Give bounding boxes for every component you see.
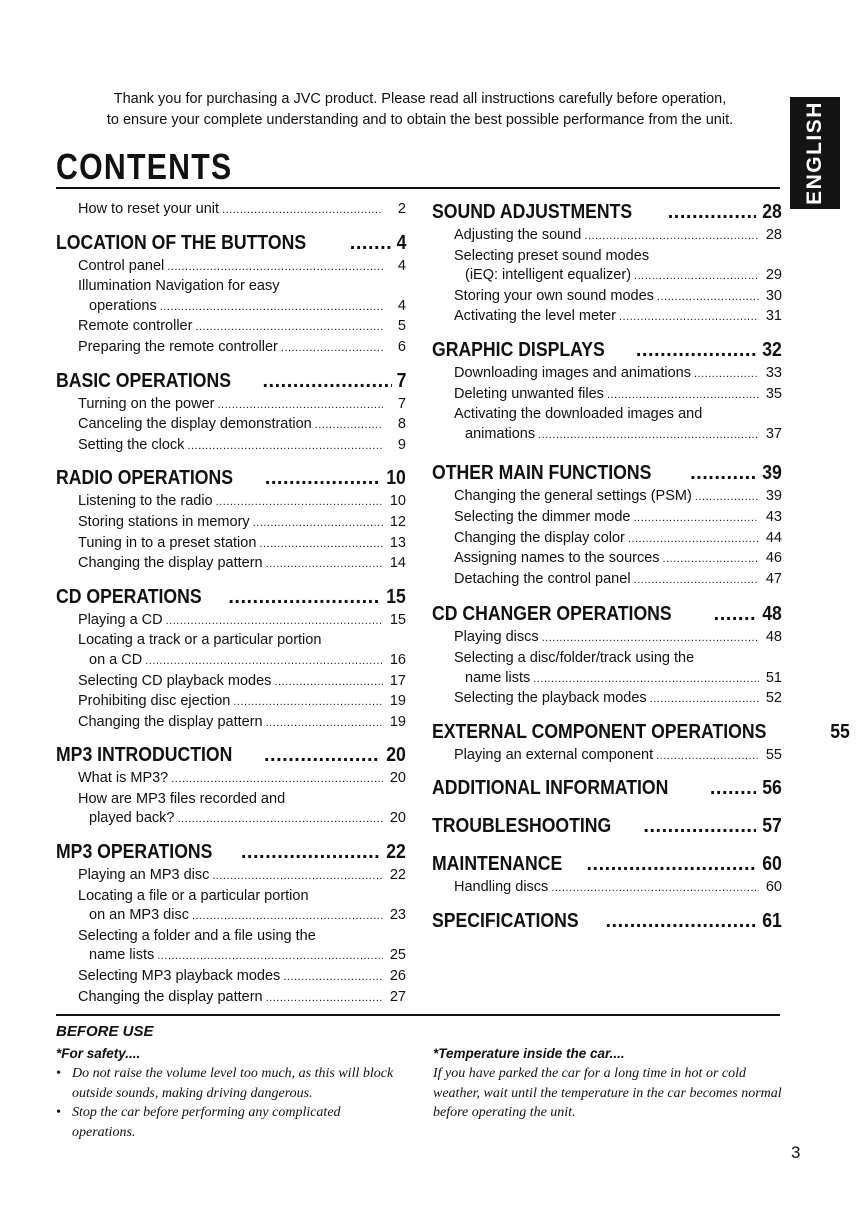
toc-right-column xyxy=(432,198,850,935)
toc-item[interactable]: Downloading images and animations ..... 33 xyxy=(432,364,782,385)
toc-section-specifications[interactable]: SPECIFICATIONS ..... 61 xyxy=(432,907,782,935)
toc-section-mp3-introduction[interactable]: MP3 INTRODUCTION ..... 20 xyxy=(56,741,406,769)
toc-item-first-line[interactable]: Locating a track or a particular portion xyxy=(78,632,322,649)
toc-item[interactable]: Changing the display pattern ..... 14 xyxy=(56,554,406,575)
toc-item[interactable]: on a CD ..... 16 xyxy=(56,651,406,672)
toc-item-first-line[interactable]: Selecting a folder and a file using the xyxy=(78,927,316,944)
safety-notes xyxy=(56,1044,406,1142)
toc-item[interactable]: Playing an external component ..... 55 xyxy=(432,746,782,767)
toc-item[interactable]: What is MP3? ..... 20 xyxy=(56,769,406,790)
toc-item[interactable]: Selecting the dimmer mode ..... 43 xyxy=(432,508,782,529)
toc-item[interactable]: Storing stations in memory ..... 12 xyxy=(56,513,406,534)
toc-item[interactable]: played back? ..... 20 xyxy=(56,809,406,830)
toc-section-other[interactable]: OTHER MAIN FUNCTIONS ..... 39 xyxy=(432,459,782,487)
toc-left-column xyxy=(56,200,406,1008)
toc-item[interactable]: Changing the display pattern ..... 27 xyxy=(56,988,406,1009)
toc-item[interactable]: Turning on the power ..... 7 xyxy=(56,395,406,416)
toc-section-basic[interactable]: BASIC OPERATIONS ..... 7 xyxy=(56,367,406,395)
toc-item[interactable]: Changing the display color ..... 44 xyxy=(432,529,782,550)
toc-item[interactable]: Changing the general settings (PSM) ..... 39 xyxy=(432,487,782,508)
toc-item[interactable]: name lists ..... 25 xyxy=(56,946,406,967)
toc-item[interactable]: Selecting MP3 playback modes ..... 26 xyxy=(56,967,406,988)
title-divider xyxy=(56,187,780,189)
toc-item[interactable]: animations ..... 37 xyxy=(432,425,782,446)
toc-item[interactable]: Detaching the control panel ..... 47 xyxy=(432,570,782,591)
toc-item[interactable]: Setting the clock ..... 9 xyxy=(56,436,406,457)
temperature-notes xyxy=(433,1044,783,1123)
toc-item[interactable]: Playing discs ..... 48 xyxy=(432,628,782,649)
toc-section-cd-changer[interactable]: CD CHANGER OPERATIONS ..... 48 xyxy=(432,600,782,628)
language-tab-label: ENGLISH xyxy=(803,101,826,205)
toc-item[interactable]: name lists ..... 51 xyxy=(432,669,782,690)
toc-item[interactable]: Canceling the display demonstration ..... 8 xyxy=(56,415,406,436)
toc-section-external[interactable]: EXTERNAL COMPONENT OPERATIONS 55 xyxy=(432,719,850,743)
toc-item[interactable]: Activating the level meter ..... 31 xyxy=(432,307,782,328)
toc-item[interactable]: Assigning names to the sources ..... 46 xyxy=(432,549,782,570)
toc-item[interactable]: Control panel ..... 4 xyxy=(56,257,406,278)
toc-item[interactable]: Playing a CD ..... 15 xyxy=(56,611,406,632)
toc-item-first-line[interactable]: Selecting preset sound modes xyxy=(454,247,650,264)
toc-section-graphic[interactable]: GRAPHIC DISPLAYS ..... 32 xyxy=(432,336,782,364)
intro-line-2: to ensure your complete understanding and to obtain the best possible performance from the unit. xyxy=(106,112,734,128)
toc-item[interactable]: Handling discs ..... 60 xyxy=(432,878,782,899)
page-number: 3 xyxy=(791,1143,801,1162)
toc-item[interactable]: Remote controller ..... 5 xyxy=(56,317,406,338)
toc-item[interactable]: Playing an MP3 disc ..... 22 xyxy=(56,866,406,887)
toc-item[interactable]: Selecting CD playback modes ..... 17 xyxy=(56,672,406,693)
footer-divider xyxy=(56,1014,780,1016)
page-title: CONTENTS xyxy=(56,146,233,187)
toc-item[interactable]: (iEQ: intelligent equalizer) ..... 29 xyxy=(432,266,782,287)
toc-section-additional[interactable]: ADDITIONAL INFORMATION ..... 56 xyxy=(432,774,782,802)
toc-item[interactable]: operations ..... 4 xyxy=(56,297,406,318)
toc-item[interactable]: on an MP3 disc ..... 23 xyxy=(56,906,406,927)
safety-title: *For safety.... xyxy=(56,1046,141,1061)
toc-item[interactable]: Storing your own sound modes ..... 30 xyxy=(432,287,782,308)
toc-item[interactable]: How to reset your unit ..... 2 xyxy=(56,200,406,221)
toc-item-first-line[interactable]: Activating the downloaded images and xyxy=(454,406,703,423)
toc-item-first-line[interactable]: How are MP3 files recorded and xyxy=(78,790,286,807)
toc-section-location[interactable]: LOCATION OF THE BUTTONS ..... 4 xyxy=(56,229,406,257)
language-tab xyxy=(790,97,840,209)
toc-section-sound[interactable]: SOUND ADJUSTMENTS ..... 28 xyxy=(432,198,782,226)
safety-bullet: • Do not raise the volume level too much, as this will block outside sounds, making driving dangerous. xyxy=(56,1064,406,1103)
toc-item[interactable]: Selecting the playback modes ..... 52 xyxy=(432,689,782,710)
toc-item[interactable]: Tuning in to a preset station ..... 13 xyxy=(56,534,406,555)
toc-section-cd[interactable]: CD OPERATIONS ..... 15 xyxy=(56,583,406,611)
toc-item[interactable]: Preparing the remote controller ..... 6 xyxy=(56,338,406,359)
bullet-icon: • xyxy=(56,1066,61,1081)
toc-section-troubleshooting[interactable]: TROUBLESHOOTING ..... 57 xyxy=(432,812,782,840)
toc-item-first-line[interactable]: Illumination Navigation for easy xyxy=(78,278,280,295)
toc-section-mp3-operations[interactable]: MP3 OPERATIONS ..... 22 xyxy=(56,838,406,866)
toc-item[interactable]: Changing the display pattern ..... 19 xyxy=(56,713,406,734)
temperature-text: If you have parked the car for a long time in hot or cold weather, wait until the temperature in the car becomes normal before operating the unit. xyxy=(433,1066,782,1120)
intro-line-1: Thank you for purchasing a JVC product. Please read all instructions carefully before operation, xyxy=(113,91,727,107)
temperature-title: *Temperature inside the car.... xyxy=(433,1046,625,1061)
safety-bullet: • Stop the car before performing any complicated operations. xyxy=(56,1103,406,1142)
toc-section-maintenance[interactable]: MAINTENANCE ..... 60 xyxy=(432,850,782,878)
intro-paragraph xyxy=(70,89,770,131)
toc-item[interactable]: Listening to the radio ..... 10 xyxy=(56,492,406,513)
toc-section-radio[interactable]: RADIO OPERATIONS ..... 10 xyxy=(56,464,406,492)
toc-item[interactable]: Adjusting the sound ..... 28 xyxy=(432,226,782,247)
toc-item[interactable]: Deleting unwanted files ..... 35 xyxy=(432,385,782,406)
toc-item-first-line[interactable]: Locating a file or a particular portion xyxy=(78,887,309,904)
toc-item-first-line[interactable]: Selecting a disc/folder/track using the xyxy=(454,649,695,666)
toc-item[interactable]: Prohibiting disc ejection ..... 19 xyxy=(56,692,406,713)
before-use-heading: BEFORE USE xyxy=(56,1023,154,1040)
bullet-icon: • xyxy=(56,1105,61,1120)
